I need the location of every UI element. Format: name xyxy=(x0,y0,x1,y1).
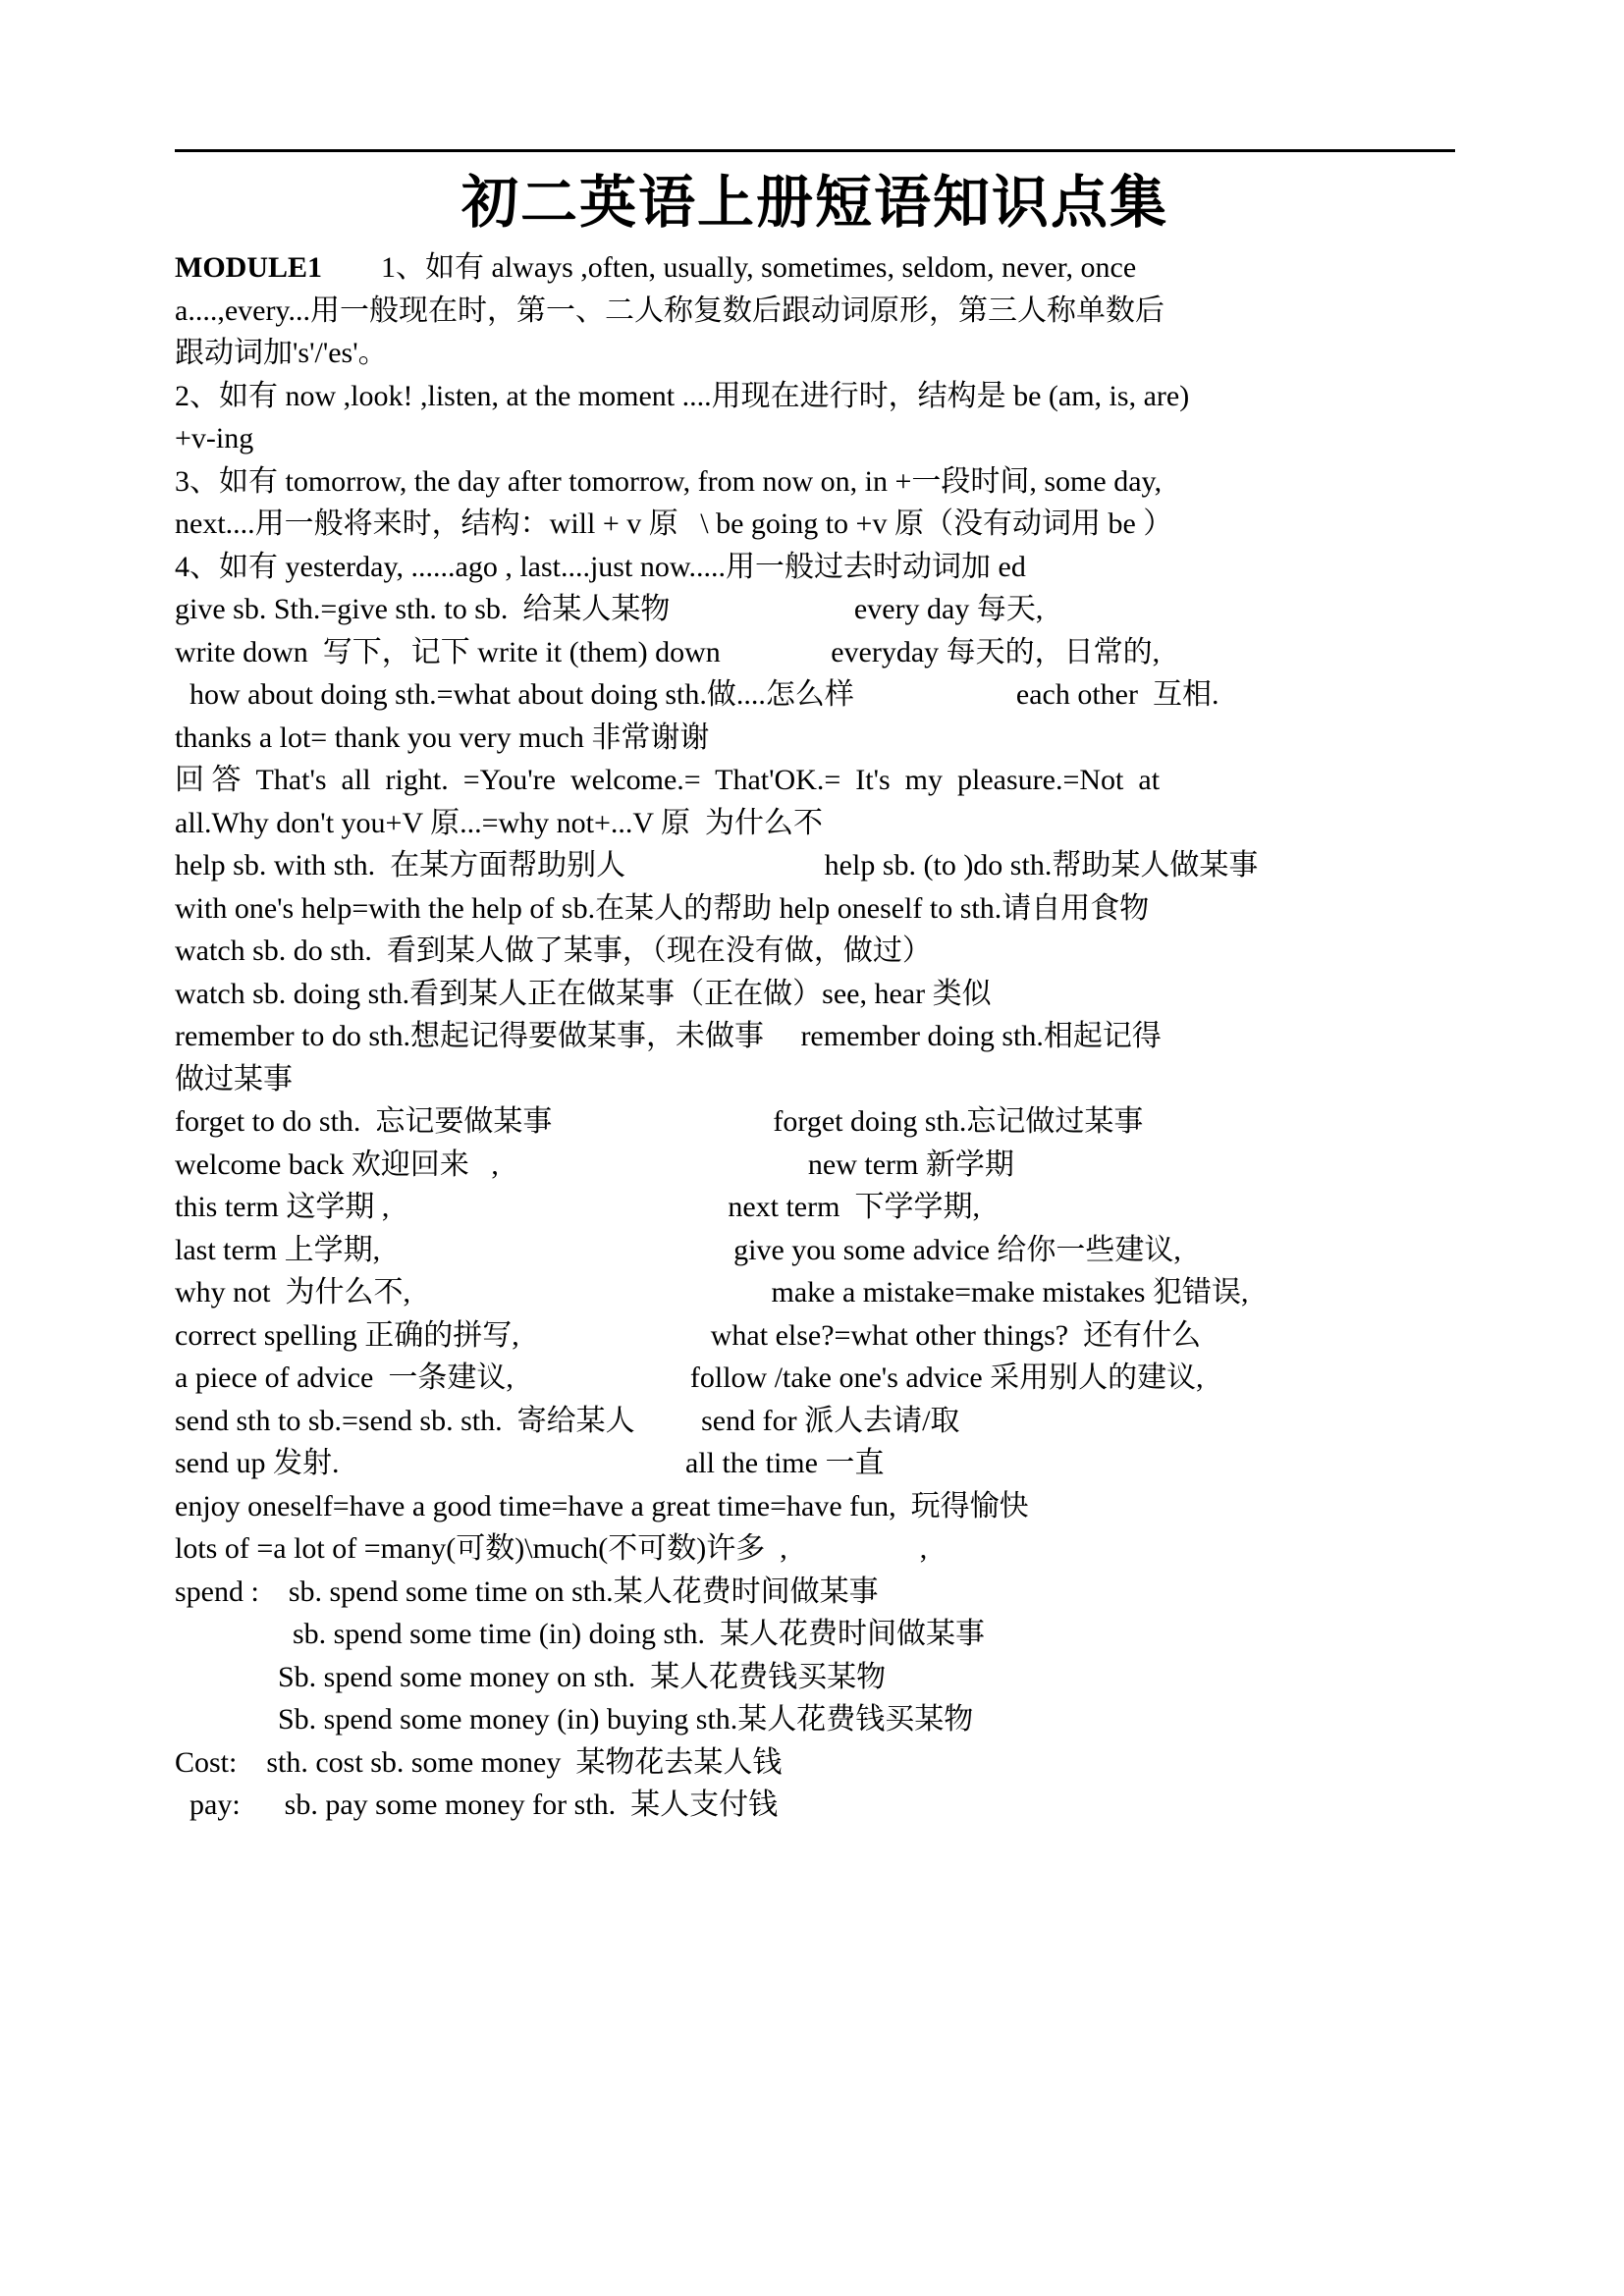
line-text: 做过某事 xyxy=(175,1062,293,1095)
text-line xyxy=(175,290,1455,333)
line-text: 4、如有 yesterday, ......ago , last....just now.....用一般过去时动词加 ed xyxy=(175,550,1026,583)
line-text: give sb. Sth.=give sth. to sb. 给某人某物 every day 每天, xyxy=(175,593,1044,625)
text-line xyxy=(175,1058,1455,1101)
text-line xyxy=(175,1741,1455,1785)
line-text: sb. spend some time (in) doing sth. 某人花费时间做某事 xyxy=(175,1618,985,1650)
line-text: 3、如有 tomorrow, the day after tomorrow, from now on, in +一段时间, some day, xyxy=(175,464,1163,498)
line-text: watch sb. doing sth.看到某人正在做某事（正在做）see, hear 类似 xyxy=(175,977,992,1010)
text-line xyxy=(175,460,1455,504)
line-text: lots of =a lot of =many(可数)\much(不可数)许多 , , xyxy=(175,1532,928,1565)
text-line xyxy=(175,631,1455,674)
line-text: how about doing sth.=what about doing sth.做....怎么样 each other 互相. xyxy=(175,678,1219,711)
text-line xyxy=(175,887,1455,931)
text-line xyxy=(175,332,1455,375)
line-text: send sth to sb.=send sb. sth. 寄给某人 send for 派人去请/取 xyxy=(175,1404,960,1437)
text-line xyxy=(175,1656,1455,1699)
line-text: thanks a lot= thank you very much 非常谢谢 xyxy=(175,721,710,754)
line-text: pay: sb. pay some money for sth. 某人支付钱 xyxy=(175,1789,779,1821)
line-text: 跟动词加's'/'es'。 xyxy=(175,337,388,369)
line-text: remember to do sth.想起记得要做某事，未做事 remember doing sth.相起记得 xyxy=(175,1020,1162,1052)
text-line xyxy=(175,759,1455,802)
text-line xyxy=(175,673,1455,717)
line-text: forget to do sth. 忘记要做某事 forget doing sth.忘记做过某事 xyxy=(175,1105,1144,1138)
line-bold-lead: MODULE1 xyxy=(175,251,322,284)
text-line xyxy=(175,1271,1455,1314)
line-text: watch sb. do sth. 看到某人做了某事，（现在没有做，做过） xyxy=(175,934,932,967)
line-text: why not 为什么不, make a mistake=make mistakes 犯错误, xyxy=(175,1276,1249,1308)
line-text: write down 写下，记下 write it (them) down everyday 每天的，日常的, xyxy=(175,635,1161,668)
line-text: send up 发射. all the time 一直 xyxy=(175,1447,885,1479)
text-line xyxy=(175,1485,1455,1528)
line-text: enjoy oneself=have a good time=have a great time=have fun, 玩得愉快 xyxy=(175,1489,1029,1522)
text-line xyxy=(175,1442,1455,1485)
line-text: 2、如有 now ,look! ,listen, at the moment ....用现在进行时，结构是 be (am, is, are) xyxy=(175,379,1190,412)
text-line xyxy=(175,802,1455,845)
line-text: Sb. spend some money on sth. 某人花费钱买某物 xyxy=(175,1660,887,1693)
text-line xyxy=(175,546,1455,589)
text-line xyxy=(175,1314,1455,1358)
line-text: a....,every...用一般现在时，第一、二人称复数后跟动词原形，第三人称单数后 xyxy=(175,294,1164,327)
line-text: +v-ing xyxy=(175,422,254,454)
text-line xyxy=(175,1015,1455,1058)
text-line xyxy=(175,1784,1455,1827)
text-line xyxy=(175,1698,1455,1741)
text-line xyxy=(175,246,1455,290)
line-text: Cost: sth. cost sb. some money 某物花去某人钱 xyxy=(175,1745,783,1779)
line-text: all.Why don't you+V 原...=why not+...V 原 为什么不 xyxy=(175,806,824,839)
text-line xyxy=(175,1186,1455,1229)
line-text: this term 这学期 , next term 下学学期, xyxy=(175,1191,980,1223)
line-text: Sb. spend some money (in) buying sth.某人花费钱买某物 xyxy=(175,1703,974,1735)
line-text: with one's help=with the help of sb.在某人的帮助 help oneself to sth.请自用食物 xyxy=(175,891,1150,925)
text-line xyxy=(175,717,1455,760)
text-line xyxy=(175,973,1455,1016)
line-text: welcome back 欢迎回来 , new term 新学期 xyxy=(175,1148,1014,1181)
line-text: next....用一般将来时，结构：will + v 原 \ be going to +v 原（没有动词用 be ） xyxy=(175,507,1173,540)
line-text: correct spelling 正确的拼写, what else?=what other things? 还有什么 xyxy=(175,1318,1202,1352)
document-body xyxy=(175,246,1455,1827)
text-line xyxy=(175,1144,1455,1187)
line-text: last term 上学期, give you some advice 给你一些建议, xyxy=(175,1233,1181,1266)
text-line xyxy=(175,1357,1455,1400)
text-line xyxy=(175,930,1455,973)
text-line xyxy=(175,503,1455,546)
line-text: spend : sb. spend some time on sth.某人花费时间做某事 xyxy=(175,1575,879,1608)
text-line xyxy=(175,1400,1455,1443)
text-line xyxy=(175,417,1455,460)
text-line xyxy=(175,844,1455,887)
text-line xyxy=(175,1229,1455,1272)
line-text: 1、如有 always ,often, usually, sometimes, seldom, never, once xyxy=(322,251,1137,284)
line-text: help sb. with sth. 在某方面帮助别人 help sb. (to )do sth.帮助某人做某事 xyxy=(175,849,1259,881)
line-text: 回 答 That's all right. =You're welcome.= That'OK.= It's my pleasure.=Not at xyxy=(175,764,1161,796)
text-line xyxy=(175,1613,1455,1656)
text-line xyxy=(175,1571,1455,1614)
document-content xyxy=(0,149,1624,1827)
line-text: a piece of advice 一条建议, follow /take one's advice 采用别人的建议, xyxy=(175,1362,1204,1394)
text-line xyxy=(175,375,1455,418)
text-line xyxy=(175,588,1455,631)
page-title: 初二英语上册短语知识点集 xyxy=(460,171,1168,235)
text-line xyxy=(175,1100,1455,1144)
text-line xyxy=(175,1527,1455,1571)
top-rule xyxy=(175,149,1455,152)
